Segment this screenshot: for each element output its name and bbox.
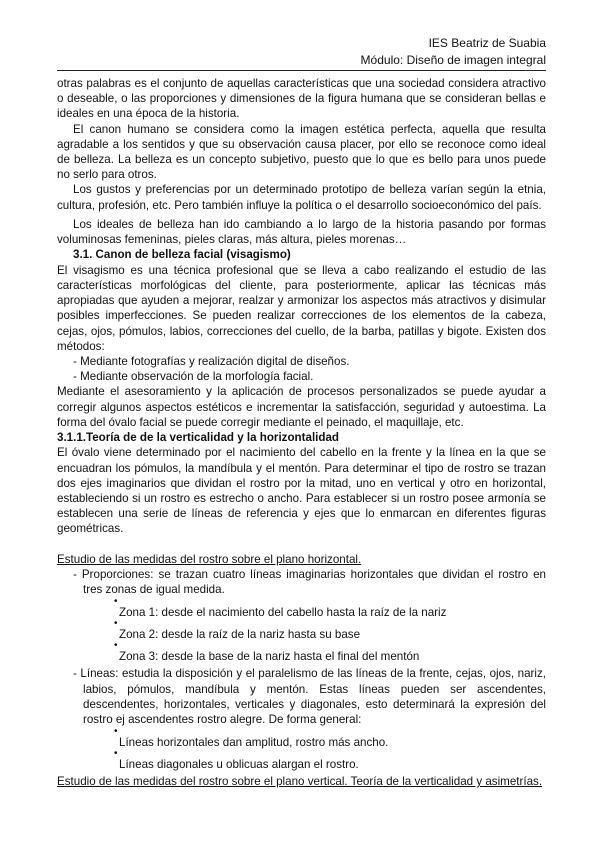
- header-school: IES Beatriz de Suabia: [428, 36, 546, 50]
- method-item-observation: - Mediante observación de la morfología facial.: [73, 370, 314, 384]
- paragraph-canon-definition: otras palabras es el conjunto de aquellas características que una sociedad considera atractivo o deseable, o las proporciones y dimensiones de la figura humana que se consideran bellas e ideales en una época de la historia.: [57, 77, 546, 121]
- bullet-icon: •: [114, 618, 118, 630]
- header-divider: [57, 70, 546, 71]
- paragraph-canon-humano: El canon humano se considera como la imagen estética perfecta, aquella que resulta agradable a los sentidos y que su observación causa placer, por ello se reconoce como ideal de belleza. La belleza es un concepto subjetivo, puesto que lo que es bello para unos puede no serlo para otros.: [57, 122, 546, 182]
- section-heading-3-1: 3.1. Canon de belleza facial (visagismo): [73, 248, 291, 262]
- method-item-photos: - Mediante fotografías y realización digital de diseños.: [73, 354, 350, 368]
- paragraph-gustos: Los gustos y preferencias por un determinado prototipo de belleza varían según la etnia, cultura, profesión, etc. Pero también influye la política o el desarrollo socioeconómico del país.: [57, 183, 546, 212]
- bullet-icon: •: [114, 596, 118, 608]
- paragraph-ideales: Los ideales de belleza han ido cambiando a lo largo de la historia pasando por formas voluminosas femeninas, pieles claras, más altura, pieles morenas…: [57, 217, 546, 247]
- subheading-horizontal: Estudio de las medidas del rostro sobre el plano horizontal.: [57, 552, 362, 566]
- paragraph-visagismo: El visagismo es una técnica profesional que se lleva a cabo realizando el estudio de las características morfológicas del cliente, para posteriormente, aplicar las técnicas más apropiadas que ayuden a mejorar, realzar y armonizar los aspectos más atractivos y disimular posibles imperfecciones. Se pueden realizar correcciones de los elementos de la cabeza, cejas, ojos, pómulos, labios, correcciones del cuello, de la barba, patillas y bigote. Existen dos métodos:: [57, 263, 546, 353]
- paragraph-ovalo: El óvalo viene determinado por el nacimiento del cabello en la frente y la línea en la que se encuadran los pómulos, la mandíbula y el mentón. Para determinar el tipo de rostro se trazan dos ejes imaginarios que dividan el rostro por la mitad, uno en vertical y otro en horizontal, estableciendo si un rostro es estrecho o ancho. Para establecer si un rostro posee armonía se establecen una serie de líneas de referencia y ejes que lo enmarcan en diferentes figuras geométricas.: [57, 446, 546, 536]
- section-heading-3-1-1: 3.1.1.Teoría de de la verticalidad y la horizontalidad: [57, 430, 339, 444]
- bullet-icon: •: [114, 726, 118, 738]
- document-body: [57, 76, 546, 789]
- list-item-lineas: - Líneas: estudia la disposición y el paralelismo de las líneas de la frente, cejas, ojos, nariz, labios, pómulos, mandíbula y mentón. Estas líneas pueden ser ascendentes, descendentes, horizontales, verticales y diagonales, esto determinará la expresión del rostro ej ascendentes rostro alegre. De forma general:: [73, 667, 546, 726]
- bullet-icon: •: [114, 640, 118, 652]
- header-module: Módulo: Diseño de imagen integral: [360, 53, 546, 67]
- line-item-horizontal: • Líneas horizontales dan amplitud, rostro más ancho.: [114, 726, 389, 750]
- paragraph-asesoramiento: Mediante el asesoramiento y la aplicación de procesos personalizados se puede ayudar a corregir algunos aspectos estéticos e incrementar la satisfacción, seguridad y autoestima. La forma del óvalo facial se puede corregir mediante el peinado, el maquillaje, etc.: [57, 385, 546, 429]
- zone-item-1: • Zona 1: desde el nacimiento del cabello hasta la raíz de la nariz: [114, 596, 447, 620]
- zone-item-3: • Zona 3: desde la base de la nariz hasta el final del mentón: [114, 640, 420, 664]
- list-item-proporciones: - Proporciones: se trazan cuatro líneas imaginarias horizontales que dividan el rostro en tres zonas de igual medida.: [73, 567, 546, 597]
- bullet-icon: •: [114, 748, 118, 760]
- subheading-vertical: Estudio de las medidas del rostro sobre el plano vertical. Teoría de la verticalidad y asimetrías.: [57, 775, 543, 789]
- line-item-diagonal: • Líneas diagonales u oblicuas alargan el rostro.: [114, 748, 359, 772]
- zone-item-2: • Zona 2: desde la raíz de la nariz hasta su base: [114, 618, 361, 642]
